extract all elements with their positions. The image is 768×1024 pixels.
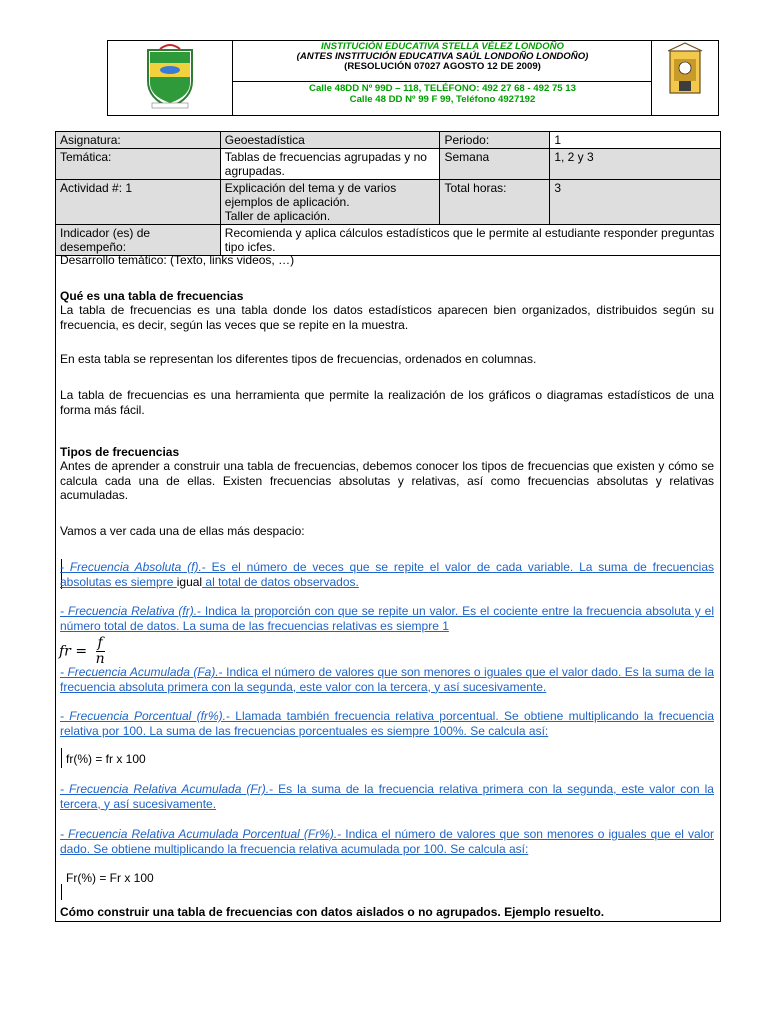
course-info-table (55, 131, 721, 256)
institution-address-block (233, 82, 652, 115)
frecuencia-relativa-desc[interactable]: - Indica la proporción con que se repite un valor. Es el cociente entre la frecuencia absoluta y el número total de datos. La suma de las frecuencias relativas es siempre 1 (60, 604, 715, 633)
tematica-value: Tablas de frecuencias agrupadas y no agrupadas. (220, 149, 440, 180)
address-line-2: Calle 48 DD Nº 99 F 99, Teléfono 4927192 (349, 94, 536, 105)
institution-title-block (233, 41, 652, 82)
frecuencia-relativa-acumulada-porcentual-item[interactable] (60, 827, 714, 856)
horas-label: Total horas: (440, 180, 550, 225)
institution-former-name: (ANTES INSTITUCIÓN EDUCATIVA SAÚL LONDOÑO LONDOÑO) (296, 51, 589, 62)
frecuencia-porcentual-link[interactable]: - Frecuencia Porcentual (fr%). (60, 709, 226, 723)
institution-resolution: (RESOLUCIÓN 07027 AGOSTO 12 DE 2009) (344, 61, 541, 72)
paragraph-tipos: Antes de aprender a construir una tabla de frecuencias, debemos conocer los tipos de frecuencias que existen y cómo se calcula cada una de ellas. Existen frecuencias absolutas y relativas, así como frecuencias absolutas y relativas acumuladas. (60, 459, 714, 502)
formula-fraction (96, 636, 105, 667)
table-row (56, 149, 721, 180)
table-row (56, 180, 721, 225)
frecuencia-porcentual-desc[interactable]: - Llamada también frecuencia relativa porcentual. Se obtiene multiplicando la frecuencia relativa por 100. La suma de las frecuencias porcentuales es siempre 100%. Se calcula así: (60, 709, 714, 738)
frecuencia-acumulada-desc[interactable]: - Indica el número de valores que son menores o iguales que el valor dado. Es la suma de la frecuencia absoluta primera con la segunda, este valor con la tercera, y así sucesivamente. (60, 665, 714, 694)
frecuencia-relativa-acumulada-porcentual-desc[interactable]: - Indica el número de valores que son menores o iguales que el valor dado. Se obtiene multiplicando la frecuencia relativa acumulada por 100. Se calcula así: (60, 827, 714, 856)
formula-numerator: f (97, 635, 103, 651)
asignatura-value: Geoestadística (220, 132, 440, 149)
horas-value: 3 (550, 180, 721, 225)
actividad-value (220, 180, 440, 225)
section-title-como: Cómo construir una tabla de frecuencias con datos aislados o no agrupados. Ejemplo resuelto. (60, 905, 605, 919)
semana-value: 1, 2 y 3 (550, 149, 721, 180)
frecuencia-relativa-acumulada-link[interactable]: - Frecuencia Relativa Acumulada (Fr). (60, 782, 270, 796)
frecuencia-relativa-link[interactable]: - Frecuencia Relativa (fr). (60, 604, 198, 618)
text-cursor (61, 748, 62, 768)
institution-header (107, 40, 719, 116)
actividad-line-1: Explicación del tema y de varios ejemplos de aplicación. (224, 181, 397, 209)
frecuencia-absoluta-item[interactable] (60, 560, 714, 589)
text-cursor (61, 884, 62, 900)
frecuencia-absoluta-plain: igual (176, 574, 203, 589)
desarrollo-heading: Desarrollo temático: (Texto, links videos, …) (60, 253, 295, 267)
formula-relativa-acumulada: Fr(%) = Fr x 100 (66, 871, 154, 885)
frecuencia-porcentual-item[interactable] (60, 709, 714, 738)
tematica-label: Temática: (56, 149, 221, 180)
paragraph-definicion: La tabla de frecuencias es una tabla donde los datos estadísticos aparecen bien organizados, distribuidos según su frecuencia, es decir, según las veces que se repite en la muestra. (60, 303, 714, 332)
address-line-1: Calle 48DD Nº 99D – 118, TELÉFONO: 492 27 68 - 492 75 13 (309, 83, 576, 94)
frecuencia-absoluta-desc-2[interactable]: al total de datos observados. (202, 574, 359, 589)
actividad-line-2: Taller de aplicación. (224, 209, 331, 223)
periodo-value: 1 (550, 132, 721, 149)
paragraph-herramienta: La tabla de frecuencias es una herramienta que permite la realización de los gráficos o diagramas estadísticos de una forma más fácil. (60, 388, 714, 417)
indicador-value: Recomienda y aplica cálculos estadísticos que le permite al estudiante responder preguntas tipo icfes. (220, 225, 720, 256)
frecuencia-absoluta-link[interactable]: - Frecuencia Absoluta (f). (60, 560, 202, 574)
table-row (56, 225, 721, 256)
formula-porcentual: fr(%) = fr x 100 (66, 752, 146, 766)
actividad-label: Actividad #: 1 (56, 180, 221, 225)
paragraph-vamos: Vamos a ver cada una de ellas más despacio: (60, 524, 305, 538)
formula-lhs: fr = (59, 643, 88, 660)
frecuencia-relativa-acumulada-desc[interactable]: - Es la suma de la frecuencia relativa primera con la segunda, este valor con la tercera, y así sucesivamente. (60, 782, 714, 811)
frecuencia-acumulada-link[interactable]: - Frecuencia Acumulada (Fa). (60, 665, 219, 679)
indicador-label: Indicador (es) de desempeño: (56, 225, 221, 256)
section-title-tabla: Qué es una tabla de frecuencias (60, 289, 244, 303)
city-emblem-cell (651, 41, 718, 115)
frecuencia-acumulada-item[interactable] (60, 665, 714, 694)
frecuencia-absoluta-desc[interactable]: - Es el número de veces que se repite el valor de cada variable. La suma de frecuencias absolutas es siempre (60, 560, 714, 589)
institution-name: INSTITUCIÓN EDUCATIVA STELLA VÉLEZ LONDOÑO (320, 41, 565, 52)
header-text (233, 41, 652, 115)
asignatura-label: Asignatura: (56, 132, 221, 149)
frecuencia-relativa-acumulada-porcentual-link[interactable]: - Frecuencia Relativa Acumulada Porcentual (Fr%). (60, 827, 338, 841)
frecuencia-relativa-acumulada-item[interactable] (60, 782, 714, 811)
semana-label: Semana (440, 149, 550, 180)
section-title-tipos: Tipos de frecuencias (60, 445, 180, 459)
paragraph-columnas: En esta tabla se representan los diferentes tipos de frecuencias, ordenados en columnas. (60, 352, 537, 366)
school-shield-logo (108, 41, 232, 115)
city-emblem-icon (652, 41, 718, 115)
school-logo-cell (108, 41, 233, 115)
periodo-label: Periodo: (440, 132, 550, 149)
frecuencia-relativa-item[interactable] (60, 604, 714, 633)
table-row (56, 132, 721, 149)
formula-fr (59, 636, 105, 667)
formula-denominator: n (95, 651, 105, 667)
